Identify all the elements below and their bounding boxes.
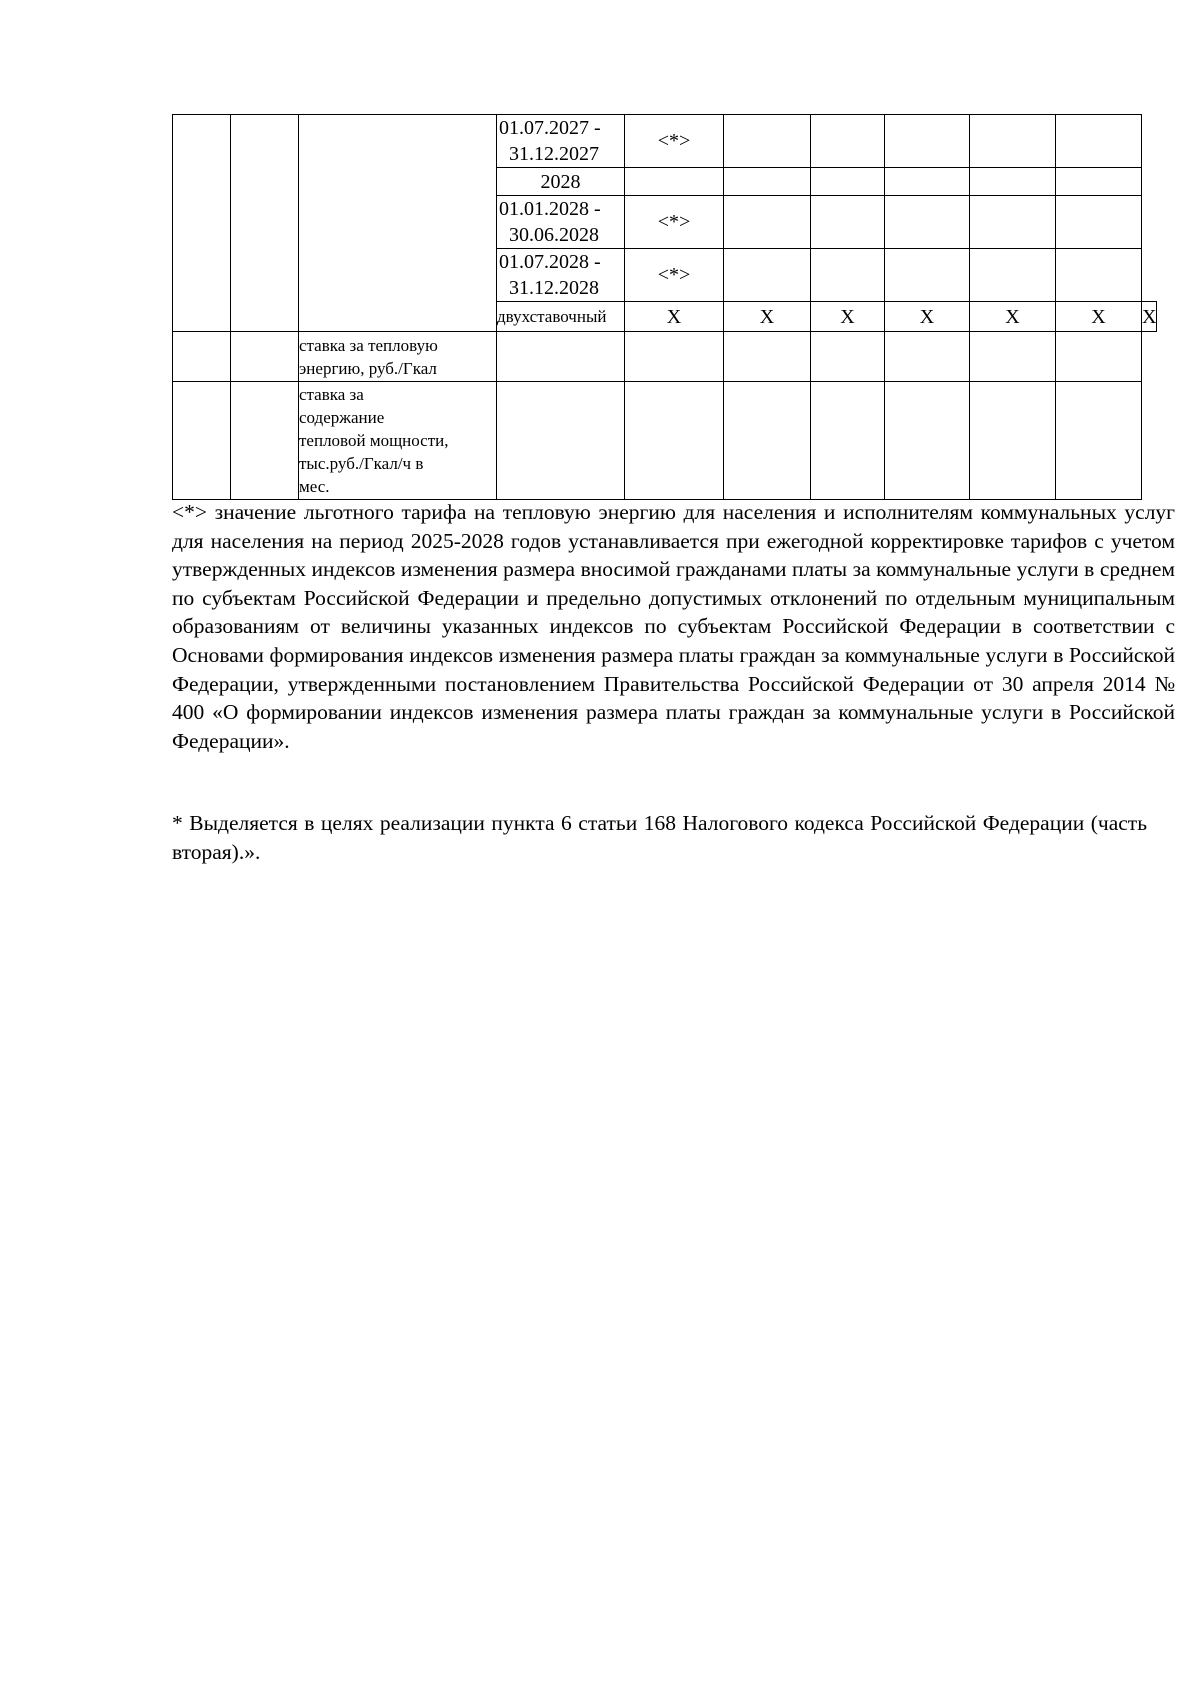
year-cell: 2028 [497,168,625,196]
x-mark: X [811,302,885,332]
heat-rate-label: ставка за тепловую энергию, руб./Гкал [299,332,497,382]
tariff-type-cell [299,115,497,332]
tariff-table-rates [172,331,1142,500]
period-cell: 01.01.2028 - 30.06.2028 [497,196,625,249]
benefit-mark: <*> [625,115,724,168]
x-mark: X [724,302,811,332]
x-mark: X [970,302,1056,332]
table-row [173,382,1142,500]
vat-footnote: * Выделяется в целях реализации пункта 6 статьи 168 Налогового кодекса Российской Федерации (часть вторая).». [172,811,1147,864]
capacity-rate-label: ставка за содержание тепловой мощности, тыс.руб./Гкал/ч в мес. [299,382,497,500]
two-part-label: двухставочный [497,302,625,332]
period-cell: 01.07.2028 - 31.12.2028 [497,249,625,302]
x-mark: X [885,302,970,332]
table-row [173,332,1142,382]
table-row [173,115,1157,168]
number-cell [173,115,231,332]
x-mark: X [1056,302,1142,332]
benefit-tariff-footnote: <*> значение льготного тарифа на тепловую энергию для населения и исполнителям коммунальных услуг для населения на период 2025-2028 годов устанавливается при ежегодной корректировке тарифов с учетом утвержденных индексов изменения размера вносимой гражданами платы за коммунальные услуги в среднем по субъектам Российской Федерации и предельно допустимых отклонений по отдельным муниципальным образованиям от величины указанных индексов по субъектам Российской Федерации в соответствии с Основами формирования индексов изменения размера платы граждан за коммунальные услуги в Российской Федерации, утвержденными постановлением Правительства Российской Федерации от 30 апреля 2014 № 400 «О формировании индексов изменения размера платы граждан за коммунальные услуги в Российской Федерации». [172,500,1175,753]
org-cell [231,115,299,332]
benefit-mark: <*> [625,196,724,249]
benefit-mark: <*> [625,249,724,302]
period-cell: 01.07.2027 - 31.12.2027 [497,115,625,168]
x-mark: X [625,302,724,332]
x-mark: X [1142,302,1157,332]
tariff-table [172,114,1157,332]
